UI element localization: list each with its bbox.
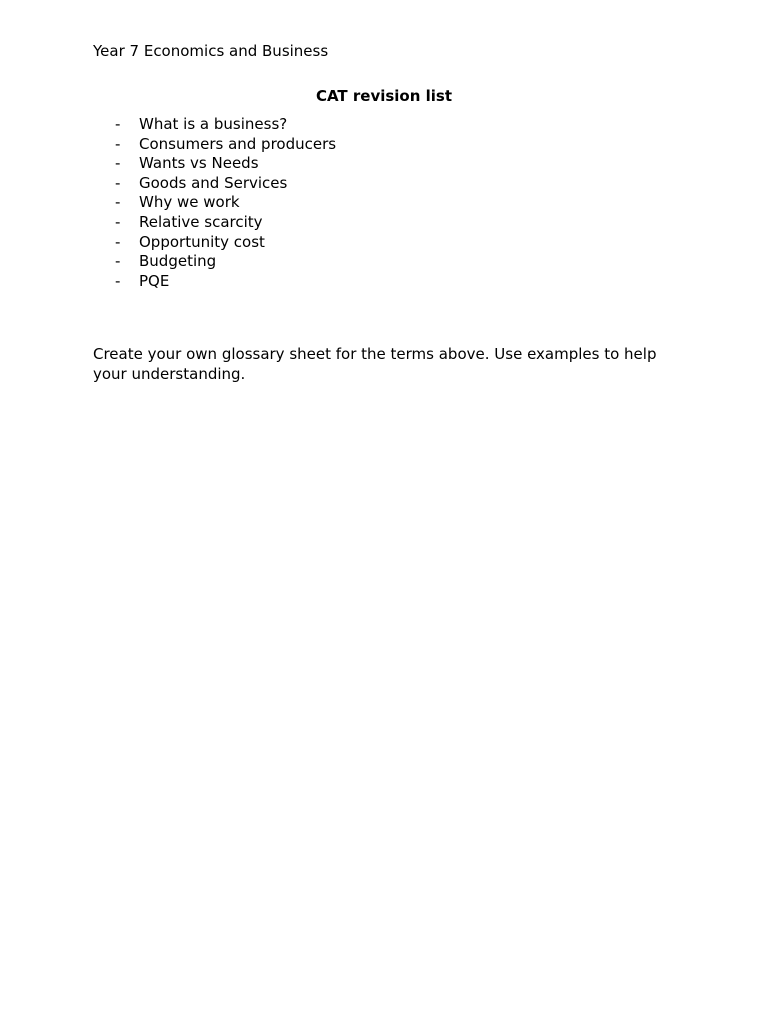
page-title: CAT revision list: [315, 87, 453, 105]
list-item-text: PQE: [139, 271, 170, 290]
dash-bullet: -: [115, 115, 121, 133]
list-item-text: Consumers and producers: [139, 134, 337, 153]
dash-bullet: -: [115, 252, 121, 271]
subject-heading: Year 7 Economics and Business: [93, 42, 329, 60]
list-item-text: Goods and Services: [139, 173, 288, 192]
dash-bullet: -: [115, 154, 121, 173]
dash-bullet: -: [115, 212, 121, 231]
dash-bullet: -: [115, 232, 121, 251]
list-item-text: Relative scarcity: [139, 212, 263, 231]
instructions-paragraph: Create your own glossary sheet for the terms above. Use examples to help your understanding.: [93, 345, 657, 383]
dash-bullet: -: [115, 134, 121, 153]
list-item-text: What is a business?: [139, 115, 288, 133]
list-item-text: Budgeting: [139, 252, 217, 271]
dash-bullet: -: [115, 271, 121, 290]
dash-bullet: -: [115, 173, 121, 192]
list-item-text: Wants vs Needs: [139, 154, 259, 173]
list-item-text: Opportunity cost: [139, 232, 265, 251]
list-item-text: Why we work: [139, 193, 240, 212]
dash-bullet: -: [115, 193, 121, 212]
